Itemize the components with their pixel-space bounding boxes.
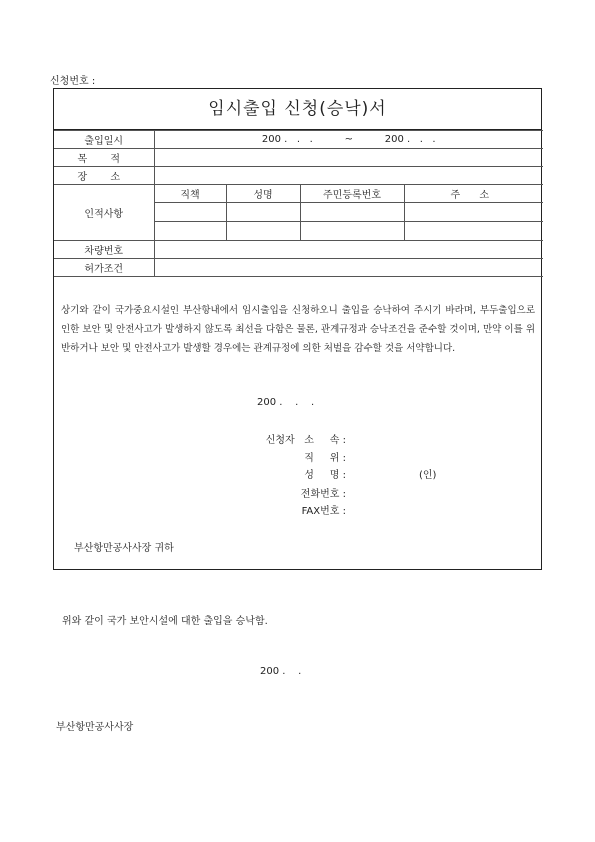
- row-place: [54, 167, 543, 185]
- field-vehicle[interactable]: [154, 241, 543, 259]
- field-conditions[interactable]: [154, 259, 543, 277]
- cell-name[interactable]: [226, 222, 300, 241]
- cell-address[interactable]: [404, 203, 543, 222]
- signature-affiliation: 신청자 소 속 :: [265, 435, 346, 446]
- cell-resident-no[interactable]: [300, 203, 404, 222]
- col-header-resident-no: 주민등록번호: [300, 185, 404, 203]
- signature-phone: 전화번호 :: [300, 489, 346, 500]
- seal-mark: (인): [419, 470, 437, 481]
- approval-date: 200 . .: [260, 666, 302, 677]
- label-purpose: 목 적: [54, 149, 154, 167]
- label-place: 장 소: [54, 167, 154, 185]
- form-title: 임시출입 신청(승낙)서: [54, 89, 541, 130]
- col-header-position: 직책: [154, 185, 226, 203]
- cell-name[interactable]: [226, 203, 300, 222]
- field-period[interactable]: 200 . . . ~ 200 . . .: [154, 131, 543, 149]
- cell-position[interactable]: [154, 203, 226, 222]
- label-conditions: 허가조건: [54, 259, 154, 277]
- row-purpose: [54, 149, 543, 167]
- col-header-address: 주 소: [404, 185, 543, 203]
- application-form: [53, 88, 542, 570]
- field-purpose[interactable]: [154, 149, 543, 167]
- row-period: [54, 131, 543, 149]
- cell-resident-no[interactable]: [300, 222, 404, 241]
- pledge-text: 상기와 같이 국가중요시설인 부산항내에서 임시출입을 신청하오니 출입을 승낙하여 주시기 바라며, 부두출입으로 인한 보안 및 안전사고가 발생하지 않도록 최선을 다함은 물론, 관계규정과 승낙조건을 준수할 것이며, 만약 이를 위반하거나 보안 및 안전사고가 발생할 경우에는 관계규정에 의한 처벌을 감수할 것을 서약합니다.: [61, 305, 535, 354]
- cell-position[interactable]: [154, 222, 226, 241]
- label-period: 출입일시: [54, 131, 154, 149]
- addressee: 부산항만공사사장 귀하: [74, 543, 174, 554]
- row-personnel-header: [54, 185, 543, 203]
- cell-address[interactable]: [404, 222, 543, 241]
- signature-fax: FAX번호 :: [301, 506, 346, 517]
- field-place[interactable]: [154, 167, 543, 185]
- row-conditions: [54, 259, 543, 277]
- approver-title: 부산항만공사사장: [56, 722, 134, 733]
- form-table: [54, 130, 543, 277]
- approval-statement: 위와 같이 국가 보안시설에 대한 출입을 승낙함.: [62, 616, 268, 627]
- signature-name: 성 명 :: [304, 470, 346, 481]
- label-vehicle: 차량번호: [54, 241, 154, 259]
- col-header-name: 성명: [226, 185, 300, 203]
- label-personnel: 인적사항: [54, 185, 154, 241]
- application-date: 200 . . .: [257, 397, 315, 408]
- row-vehicle: [54, 241, 543, 259]
- application-number-label: 신청번호 :: [50, 76, 96, 87]
- signature-position: 직 위 :: [304, 453, 346, 464]
